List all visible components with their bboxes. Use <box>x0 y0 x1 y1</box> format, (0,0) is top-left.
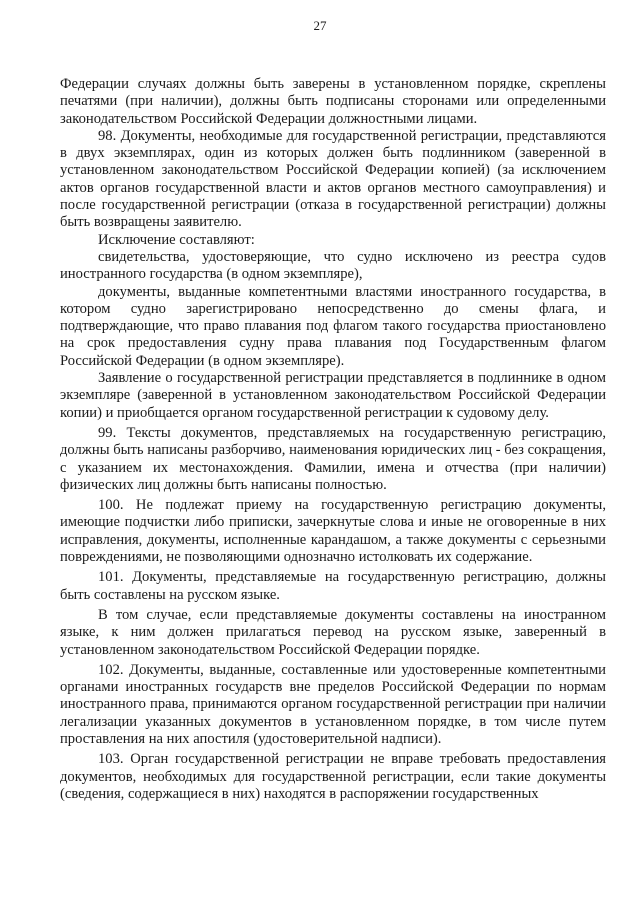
paragraph-101: 101. Документы, представляемые на государственную регистрацию, должны быть составлены на русском языке. <box>60 569 606 603</box>
paragraph-103: 103. Орган государственной регистрации не вправе требовать предоставления документов, необходимых для государственной регистрации, если такие документы (сведения, содержащиеся в них) находятся в распоряжении государственных <box>60 751 606 802</box>
paragraph-102: 102. Документы, выданные, составленные или удостоверенные компетентными органами иностранных государств вне пределов Российской Федерации по нормам иностранного права, принимаются органом государственной регистрации при наличии легализации указанных документов в установленном порядке, в том числе путем проставления на них апостиля (удостоверительной надписи). <box>60 661 606 747</box>
page-number: 27 <box>313 18 327 33</box>
paragraph-exception-documents: документы, выданные компетентными властями иностранного государства, в котором судно зарегистрировано непосредственно до смены флага, и подтверждающие, что право плавания под флагом такого государства приостановлено на срок предоставления судну права плавания под Государственным флагом Российской Федерации (в одном экземпляре). <box>60 283 606 369</box>
paragraph-foreign-language: В том случае, если представляемые документы составлены на иностранном языке, к ним должен прилагаться перевод на русском языке, заверенный в установленном законодательством Российской Федерации порядке. <box>60 606 606 658</box>
paragraph-100: 100. Не подлежат приему на государственную регистрацию документы, имеющие подчистки либо приписки, зачеркнутые слова и иные не оговоренные в них исправления, документы, исполненные карандашом, а также документы с серьезными повреждениями, не позволяющими однозначно истолковать их содержание. <box>60 497 606 566</box>
paragraph-continuation: Федерации случаях должны быть заверены в установленном порядке, скреплены печатями (при наличии), должны быть подписаны сторонами или определенными законодательством Российской Федерации должностными лицами. <box>60 76 606 127</box>
document-body <box>60 76 606 803</box>
paragraph-exception-certificates: свидетельства, удостоверяющие, что судно исключено из реестра судов иностранного государства (в одном экземпляре), <box>60 248 606 283</box>
paragraph-99: 99. Тексты документов, представляемых на государственную регистрацию, должны быть написаны разборчиво, наименования юридических лиц - без сокращения, с указанием их местонахождения. Фамилии, имена и отчества (при наличии) физических лиц должны быть написаны полностью. <box>60 424 606 493</box>
paragraph-98: 98. Документы, необходимые для государственной регистрации, представляются в двух экземплярах, один из которых должен быть подлинником (заверенной в установленном законодательством Российской Федерации копией) (за исключением актов органов государственной власти и актов органов местного самоуправления) и после государственной регистрации (отказа в государственной регистрации) должны быть возвращены заявителю. <box>60 127 606 231</box>
paragraph-exceptions-heading: Исключение составляют: <box>98 231 255 248</box>
paragraph-application: Заявление о государственной регистрации представляется в подлиннике в одном экземпляре (заверенной в установленном законодательством Российской Федерации копии) и приобщается органом государственной регистрации к судовому делу. <box>60 370 606 421</box>
